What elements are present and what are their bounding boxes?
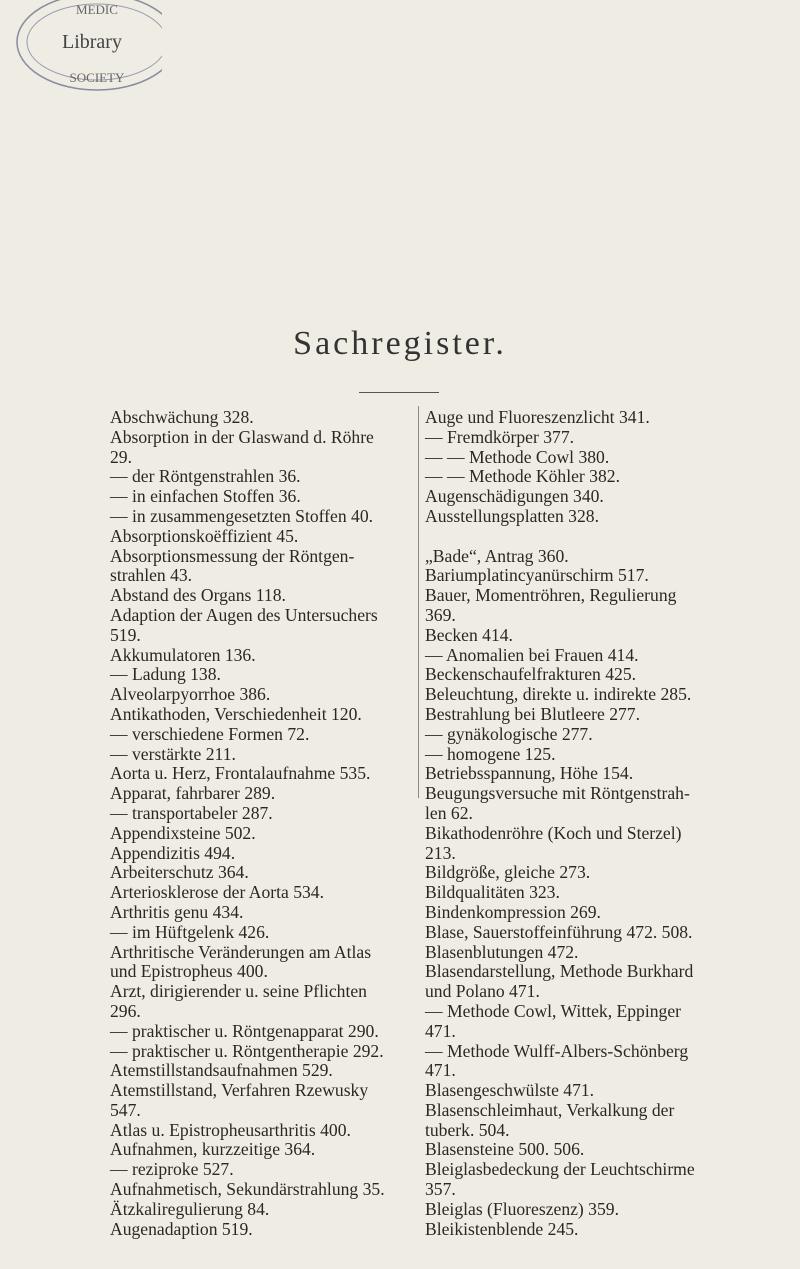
index-entry: 471.: [425, 1060, 456, 1081]
index-entry: Bestrahlung bei Blutleere 277.: [425, 703, 640, 724]
index-entry: Blasendarstellung, Methode Burkhard: [425, 961, 694, 982]
index-entry: Akkumulatoren 136.: [110, 644, 256, 665]
index-entry: — praktischer u. Röntgentherapie 292.: [110, 1040, 384, 1061]
index-entry: Absorption in der Glaswand d. Röhre: [110, 426, 374, 447]
index-entry: Arzt, dirigierender u. seine Pflichten: [110, 981, 367, 1002]
index-entry: — in einfachen Stoffen 36.: [110, 486, 301, 507]
index-entry: Augenadaption 519.: [110, 1218, 253, 1239]
index-entry: Arthritis genu 434.: [110, 901, 244, 922]
index-entry: 471.: [425, 1020, 456, 1041]
index-entry: Arthritische Veränderungen am Atlas: [110, 941, 372, 962]
index-entry: 29.: [110, 446, 132, 467]
index-entry: Absorptionsmessung der Röntgen-: [110, 545, 355, 566]
index-entry: Bleiglasbedeckung der Leuchtschirme: [425, 1159, 695, 1180]
index-entry: Blasenschleimhaut, Verkalkung der: [425, 1099, 675, 1120]
index-entry: Arteriosklerose der Aorta 534.: [110, 882, 324, 903]
index-entry: 213.: [425, 842, 456, 863]
index-entry: Bindenkompression 269.: [425, 901, 601, 922]
index-entry: Absorptionskoëffizient 45.: [110, 525, 299, 546]
index-entry: Betriebsspannung, Höhe 154.: [425, 763, 634, 784]
index-entry: — reziproke 527.: [110, 1159, 234, 1180]
page-title: Sachregister.: [293, 325, 507, 362]
index-entry: 519.: [110, 624, 141, 645]
title-rule: [359, 392, 439, 393]
index-entry: Aufnahmetisch, Sekundärstrahlung 35.: [110, 1179, 385, 1200]
index-entry: — praktischer u. Röntgenapparat 290.: [110, 1020, 379, 1041]
index-entry: Beckenschaufelfrakturen 425.: [425, 664, 637, 685]
index-entry: Alveolarpyorrhoe 386.: [110, 684, 271, 705]
index-entry: Ätzkaliregulierung 84.: [110, 1198, 270, 1219]
index-entry: Arbeiterschutz 364.: [110, 862, 249, 883]
index-entry: Blasenblutungen 472.: [425, 941, 579, 962]
index-entry: — Methode Wulff-Albers-Schönberg: [425, 1040, 689, 1061]
index-entry: Atemstillstandsaufnahmen 529.: [110, 1060, 333, 1081]
index-entry: „Bade“, Antrag 360.: [425, 545, 569, 566]
index-entry: Appendizitis 494.: [110, 842, 236, 863]
index-column-right: [425, 408, 725, 1239]
index-entry: Augenschädigungen 340.: [425, 486, 604, 507]
index-entry: Bariumplatincyanürschirm 517.: [425, 565, 649, 586]
index-entry: — Ladung 138.: [110, 664, 221, 685]
index-entry: 369.: [425, 604, 456, 625]
index-entry: strahlen 43.: [110, 565, 193, 586]
index-entry: Blase, Sauerstoffeinführung 472. 508.: [425, 921, 693, 942]
index-entry: 547.: [110, 1099, 141, 1120]
index-entry: Antikathoden, Verschiedenheit 120.: [110, 703, 362, 724]
index-entry: — transportabeler 287.: [110, 802, 273, 823]
index-entry: Abschwächung 328.: [110, 407, 254, 427]
index-entry: len 62.: [425, 802, 473, 823]
index-entry: Beugungsversuche mit Röntgenstrah-: [425, 783, 690, 804]
index-entry: — homogene 125.: [425, 743, 556, 764]
index-entry: — Anomalien bei Frauen 414.: [425, 644, 639, 665]
index-entry: Bleikistenblende 245.: [425, 1218, 579, 1239]
stamp-middle-text: Library: [62, 31, 122, 53]
index-entry: — — Methode Cowl 380.: [425, 446, 610, 467]
index-entry: — — Methode Köhler 382.: [425, 466, 620, 487]
stamp-top-text: MEDIC: [76, 2, 118, 17]
index-column-left: [110, 408, 410, 1239]
index-entry: Bildqualitäten 323.: [425, 882, 560, 903]
index-entry: Atemstillstand, Verfahren Rzewusky: [110, 1080, 369, 1101]
index-entry: — verstärkte 211.: [110, 743, 236, 764]
index-entry: Becken 414.: [425, 624, 513, 645]
index-entry: Apparat, fahrbarer 289.: [110, 783, 276, 804]
index-entry: Appendixsteine 502.: [110, 822, 256, 843]
index-entry: Beleuchtung, direkte u. indirekte 285.: [425, 684, 692, 705]
index-entry: Adaption der Augen des Untersuchers: [110, 604, 378, 625]
index-entry: 296.: [110, 1000, 141, 1021]
stamp-bottom-text: SOCIETY: [69, 70, 125, 85]
index-entry: und Polano 471.: [425, 981, 540, 1002]
index-entry: Ausstellungsplatten 328.: [425, 505, 599, 526]
index-entry: Blasensteine 500. 506.: [425, 1139, 585, 1160]
index-entry: Bildgröße, gleiche 273.: [425, 862, 591, 883]
index-entry: Atlas u. Epistropheusarthritis 400.: [110, 1119, 351, 1140]
index-entry: Blasengeschwülste 471.: [425, 1080, 595, 1101]
index-entry: und Epistropheus 400.: [110, 961, 268, 982]
index-entry: Aorta u. Herz, Frontalaufnahme 535.: [110, 763, 371, 784]
index-gap: [425, 527, 725, 547]
index-entry: — Fremdkörper 377.: [425, 426, 575, 447]
index-entry: — im Hüftgelenk 426.: [110, 921, 270, 942]
index-entry: 357.: [425, 1179, 456, 1200]
index-entry: tuberk. 504.: [425, 1119, 510, 1140]
index-entry: Bikathodenröhre (Koch und Sterzel): [425, 822, 682, 843]
index-entry: Abstand des Organs 118.: [110, 585, 286, 606]
index-entry: — gynäkologische 277.: [425, 723, 593, 744]
index-entry: Bauer, Momentröhren, Regulierung: [425, 585, 677, 606]
index-entry: — Methode Cowl, Wittek, Eppinger: [425, 1000, 681, 1021]
index-entry: — verschiedene Formen 72.: [110, 723, 310, 744]
index-entry: — der Röntgenstrahlen 36.: [110, 466, 301, 487]
library-stamp: [2, 0, 162, 100]
column-divider: [418, 406, 419, 798]
index-entry: Aufnahmen, kurzzeitige 364.: [110, 1139, 316, 1160]
index-entry: Auge und Fluoreszenzlicht 341.: [425, 407, 650, 427]
index-entry: Bleiglas (Fluoreszenz) 359.: [425, 1198, 619, 1219]
index-entry: — in zusammengesetzten Stoffen 40.: [110, 505, 374, 526]
